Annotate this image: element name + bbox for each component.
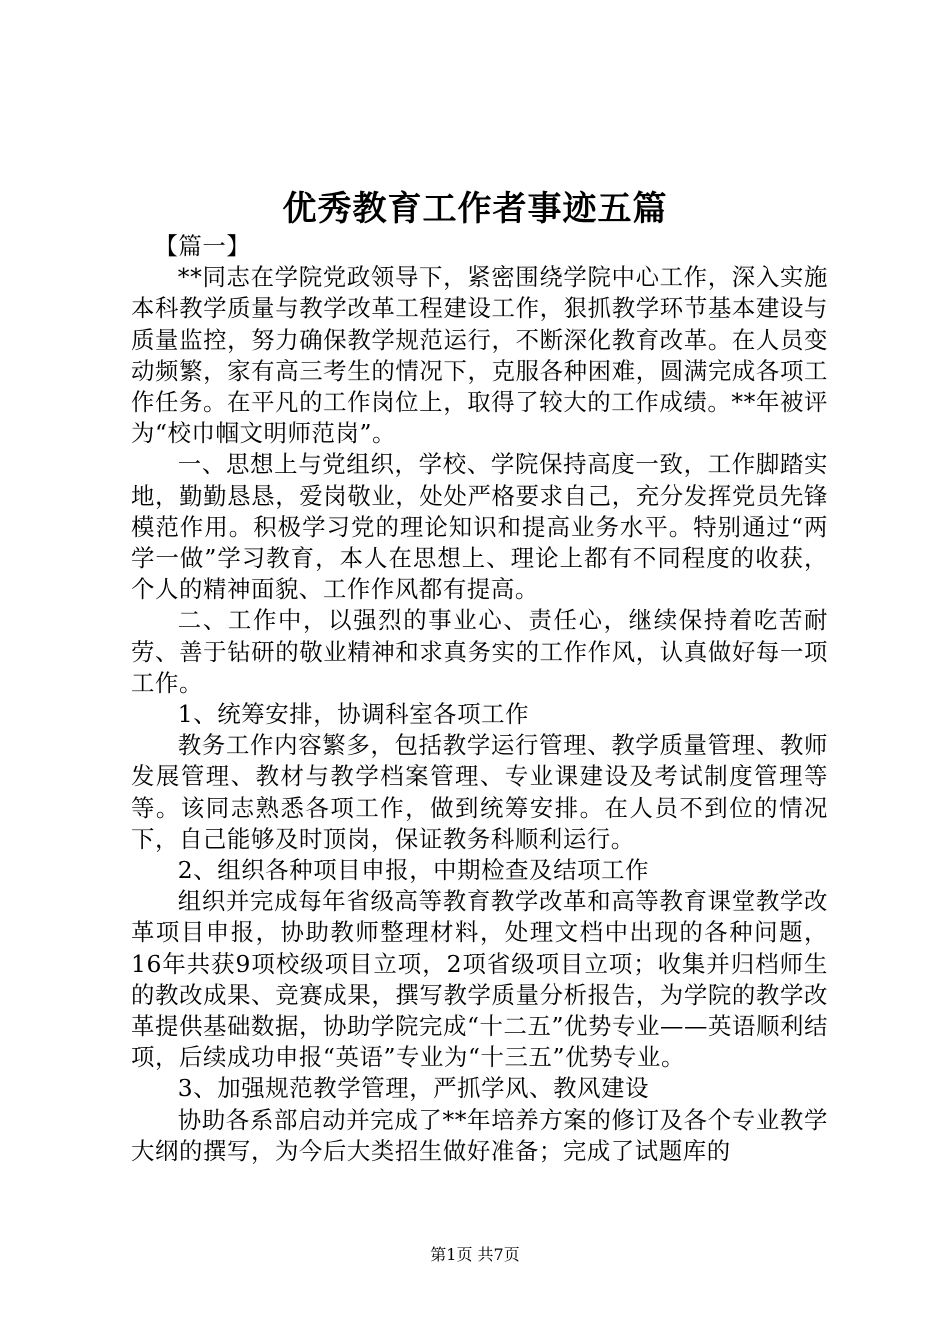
subheading-item-1: 1、统筹安排，协调科室各项工作 bbox=[177, 700, 530, 729]
section-label: 【篇一】 bbox=[154, 232, 251, 260]
page-footer: 第1页 共7页 bbox=[430, 1245, 520, 1264]
paragraph-item-3: 协助各系部启动并完成了**年培养方案的修订及各个专业教学大纲的撰写，为今后大类招生做好准备；完成了试题库的 bbox=[131, 1105, 828, 1165]
page-title: 优秀教育工作者事迹五篇 bbox=[282, 189, 668, 229]
paragraph-section-two: 二、工作中，以强烈的事业心、责任心，继续保持着吃苦耐劳、善于钻研的敬业精神和求真务实的工作作风，认真做好每一项工作。 bbox=[131, 606, 828, 697]
paragraph-section-one: 一、思想上与党组织，学校、学院保持高度一致，工作脚踏实地，勤勤恳恳，爱岗敬业，处处严格要求自己，充分发挥党员先锋模范作用。积极学习党的理论知识和提高业务水平。特别通过“两学一做”学习教育，本人在思想上、理论上都有不同程度的收获，个人的精神面貌、工作作风都有提高。 bbox=[131, 450, 828, 604]
paragraph-intro: **同志在学院党政领导下，紧密围绕学院中心工作，深入实施本科教学质量与教学改革工程建设工作，狠抓教学环节基本建设与质量监控，努力确保教学规范运行，不断深化教育改革。在人员变动频繁，家有高三考生的情况下，克服各种困难，圆满完成各项工作任务。在平凡的工作岗位上，取得了较大的工作成绩。**年被评为“校巾帼文明师范岗”。 bbox=[131, 263, 828, 448]
subheading-item-2: 2、组织各种项目申报，中期检查及结项工作 bbox=[177, 856, 650, 885]
document-body bbox=[131, 231, 828, 1167]
paragraph-item-2: 组织并完成每年省级高等教育教学改革和高等教育课堂教学改革项目申报，协助教师整理材料，处理文档中出现的各种问题，16年共获9项校级项目立项，2项省级项目立项；收集并归档师生的教改成果、竞赛成果，撰写教学质量分析报告，为学院的教学改革提供基础数据，协助学院完成“十二五”优势专业——英语顺利结项，后续成功申报“英语”专业为“十三五”优势专业。 bbox=[131, 887, 828, 1072]
paragraph-item-1: 教务工作内容繁多，包括教学运行管理、教学质量管理、教师发展管理、教材与教学档案管理、专业课建设及考试制度管理等等。该同志熟悉各项工作，做到统筹安排。在人员不到位的情况下，自己能够及时顶岗，保证教务科顺利运行。 bbox=[131, 731, 828, 853]
subheading-item-3: 3、加强规范教学管理，严抓学风、教风建设 bbox=[177, 1074, 650, 1103]
